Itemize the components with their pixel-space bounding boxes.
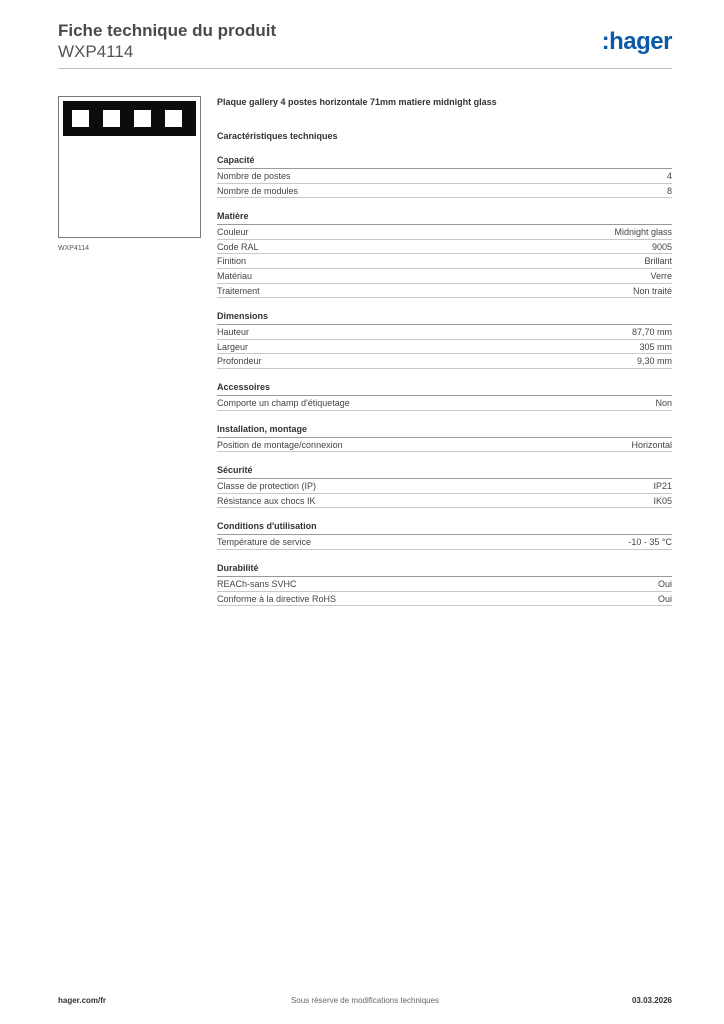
spec-value: Oui: [657, 593, 672, 604]
footer-disclaimer: Sous réserve de modifications techniques: [290, 996, 440, 1005]
product-description: Plaque gallery 4 postes horizontale 71mm matiere midnight glass: [217, 97, 497, 107]
spec-value: Non: [655, 397, 672, 408]
spec-row: [217, 438, 672, 453]
spec-label: Traitement: [217, 285, 260, 296]
spec-label: Largeur: [217, 341, 249, 352]
spec-row: [217, 284, 672, 299]
spec-section: [217, 424, 672, 453]
footer-website-link[interactable]: hager.com/fr: [58, 996, 107, 1005]
spec-section: [217, 211, 672, 298]
section-title: Sécurité: [217, 465, 672, 479]
spec-section: [217, 563, 672, 606]
spec-label: Position de montage/connexion: [217, 439, 343, 450]
spec-value: Horizontal: [631, 439, 672, 450]
section-title: Installation, montage: [217, 424, 672, 438]
spec-row: [217, 479, 672, 494]
spec-label: REACh-sans SVHC: [217, 578, 297, 589]
section-title: Capacité: [217, 155, 672, 169]
header-divider: [58, 68, 672, 69]
spec-row: [217, 340, 672, 355]
section-title: Durabilité: [217, 563, 672, 577]
spec-label: Code RAL: [217, 241, 259, 252]
spec-row: [217, 354, 672, 369]
spec-row: [217, 184, 672, 199]
spec-value: 87,70 mm: [631, 327, 672, 338]
spec-label: Conforme à la directive RoHS: [217, 593, 337, 604]
spec-label: Matériau: [217, 270, 253, 281]
plate-illustration: [63, 101, 196, 136]
plate-slot: [72, 110, 89, 127]
spec-row: [217, 169, 672, 184]
footer-date: 03.03.2026: [631, 996, 672, 1005]
spec-value: Non traité: [632, 285, 672, 296]
spec-value: 9,30 mm: [636, 356, 672, 367]
spec-label: Classe de protection (IP): [217, 481, 317, 492]
spec-row: [217, 396, 672, 411]
section-title: Conditions d'utilisation: [217, 521, 672, 535]
spec-sections: [217, 155, 672, 606]
product-reference: WXP4114: [58, 42, 134, 61]
spec-value: -10 - 35 °C: [628, 537, 672, 548]
spec-value: 8: [666, 185, 672, 196]
product-image: [58, 96, 201, 238]
spec-content: [217, 96, 672, 606]
spec-label: Comporte un champ d'étiquetage: [217, 397, 350, 408]
spec-value: 9005: [651, 241, 672, 252]
spec-row: [217, 535, 672, 550]
spec-value: 4: [666, 171, 672, 181]
spec-value: IP21: [653, 481, 672, 492]
spec-label: Finition: [217, 256, 247, 267]
header: [58, 20, 276, 62]
spec-section: [217, 521, 672, 550]
spec-label: Résistance aux chocs IK: [217, 495, 316, 506]
spec-section: [217, 155, 672, 198]
spec-value: IK05: [653, 495, 672, 506]
spec-section: [217, 382, 672, 411]
spec-label: Nombre de modules: [217, 185, 299, 196]
spec-value: Brillant: [644, 256, 672, 267]
spec-row: [217, 325, 672, 340]
spec-row: [217, 225, 672, 240]
hager-logo[interactable]: :hager: [601, 28, 672, 55]
plate-slot: [103, 110, 120, 127]
image-caption: WXP4114: [58, 245, 89, 252]
spec-section: [217, 311, 672, 369]
spec-value: Oui: [657, 578, 672, 589]
plate-slot: [165, 110, 182, 127]
section-title: Dimensions: [217, 311, 672, 325]
section-title: Accessoires: [217, 382, 672, 396]
spec-label: Couleur: [217, 227, 249, 238]
spec-row: [217, 577, 672, 592]
spec-value: Midnight glass: [614, 227, 672, 238]
section-title: Matière: [217, 211, 672, 225]
spec-label: Profondeur: [217, 356, 262, 367]
plate-slot: [134, 110, 151, 127]
spec-row: [217, 254, 672, 269]
spec-row: [217, 592, 672, 607]
spec-label: Nombre de postes: [217, 171, 291, 181]
spec-section: [217, 465, 672, 508]
spec-value: Verre: [650, 270, 672, 281]
spec-row: [217, 494, 672, 509]
spec-row: [217, 269, 672, 284]
spec-heading: Caractéristiques techniques: [217, 131, 338, 141]
page-title: Fiche technique du produit: [58, 21, 277, 40]
spec-label: Hauteur: [217, 327, 250, 338]
spec-row: [217, 240, 672, 255]
spec-value: 305 mm: [639, 341, 672, 352]
spec-label: Température de service: [217, 537, 312, 548]
